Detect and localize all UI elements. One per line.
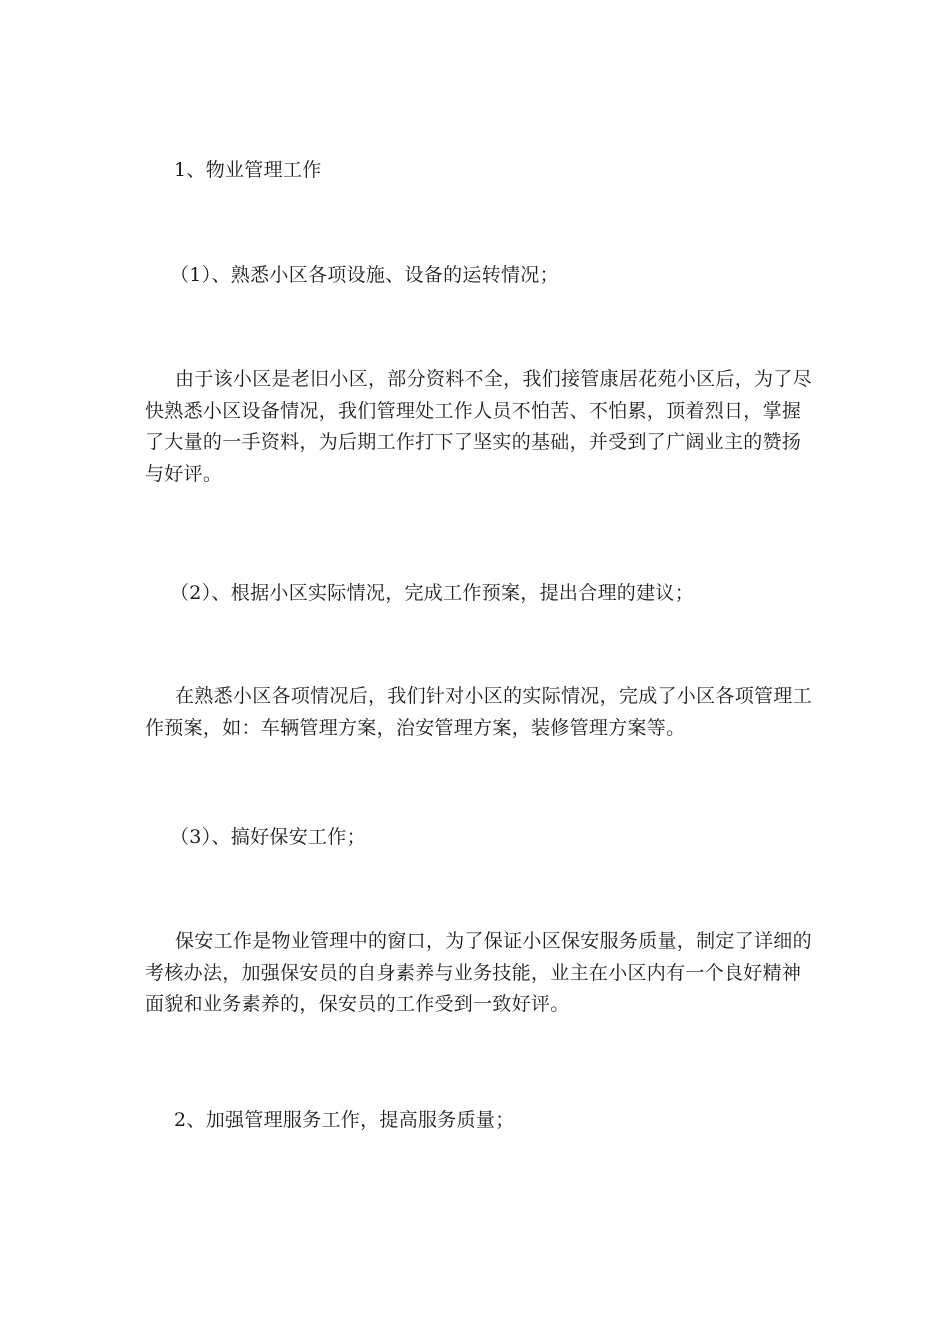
item-1-paragraph: 由于该小区是老旧小区，部分资料不全，我们接管康居花苑小区后，为了尽快熟悉小区设备情况，我们管理处工作人员不怕苦、不怕累，顶着烈日，掌握了大量的一手资料，为后期工作打下了坚实的基础，并受到了广阔业主的赞扬与好评。	[145, 368, 812, 485]
item-3-heading: （3）、搞好保安工作；	[170, 826, 366, 848]
item-2-heading: （2）、根据小区实际情况，完成工作预案，提出合理的建议；	[170, 582, 694, 604]
section-2-heading: 2、加强管理服务工作，提高服务质量；	[174, 1109, 515, 1131]
item-3-paragraph: 保安工作是物业管理中的窗口，为了保证小区保安服务质量，制定了详细的考核办法，加强保安员的自身素养与业务技能，业主在小区内有一个良好精神面貌和业务素养的，保安员的工作受到一致好评。	[145, 930, 812, 1015]
section-1-heading: 1、物业管理工作	[174, 159, 322, 181]
item-2-paragraph: 在熟悉小区各项情况后，我们针对小区的实际情况，完成了小区各项管理工作预案，如：车辆管理方案，治安管理方案，装修管理方案等。	[145, 685, 812, 739]
item-1-heading: （1）、熟悉小区各项设施、设备的运转情况；	[170, 264, 559, 286]
